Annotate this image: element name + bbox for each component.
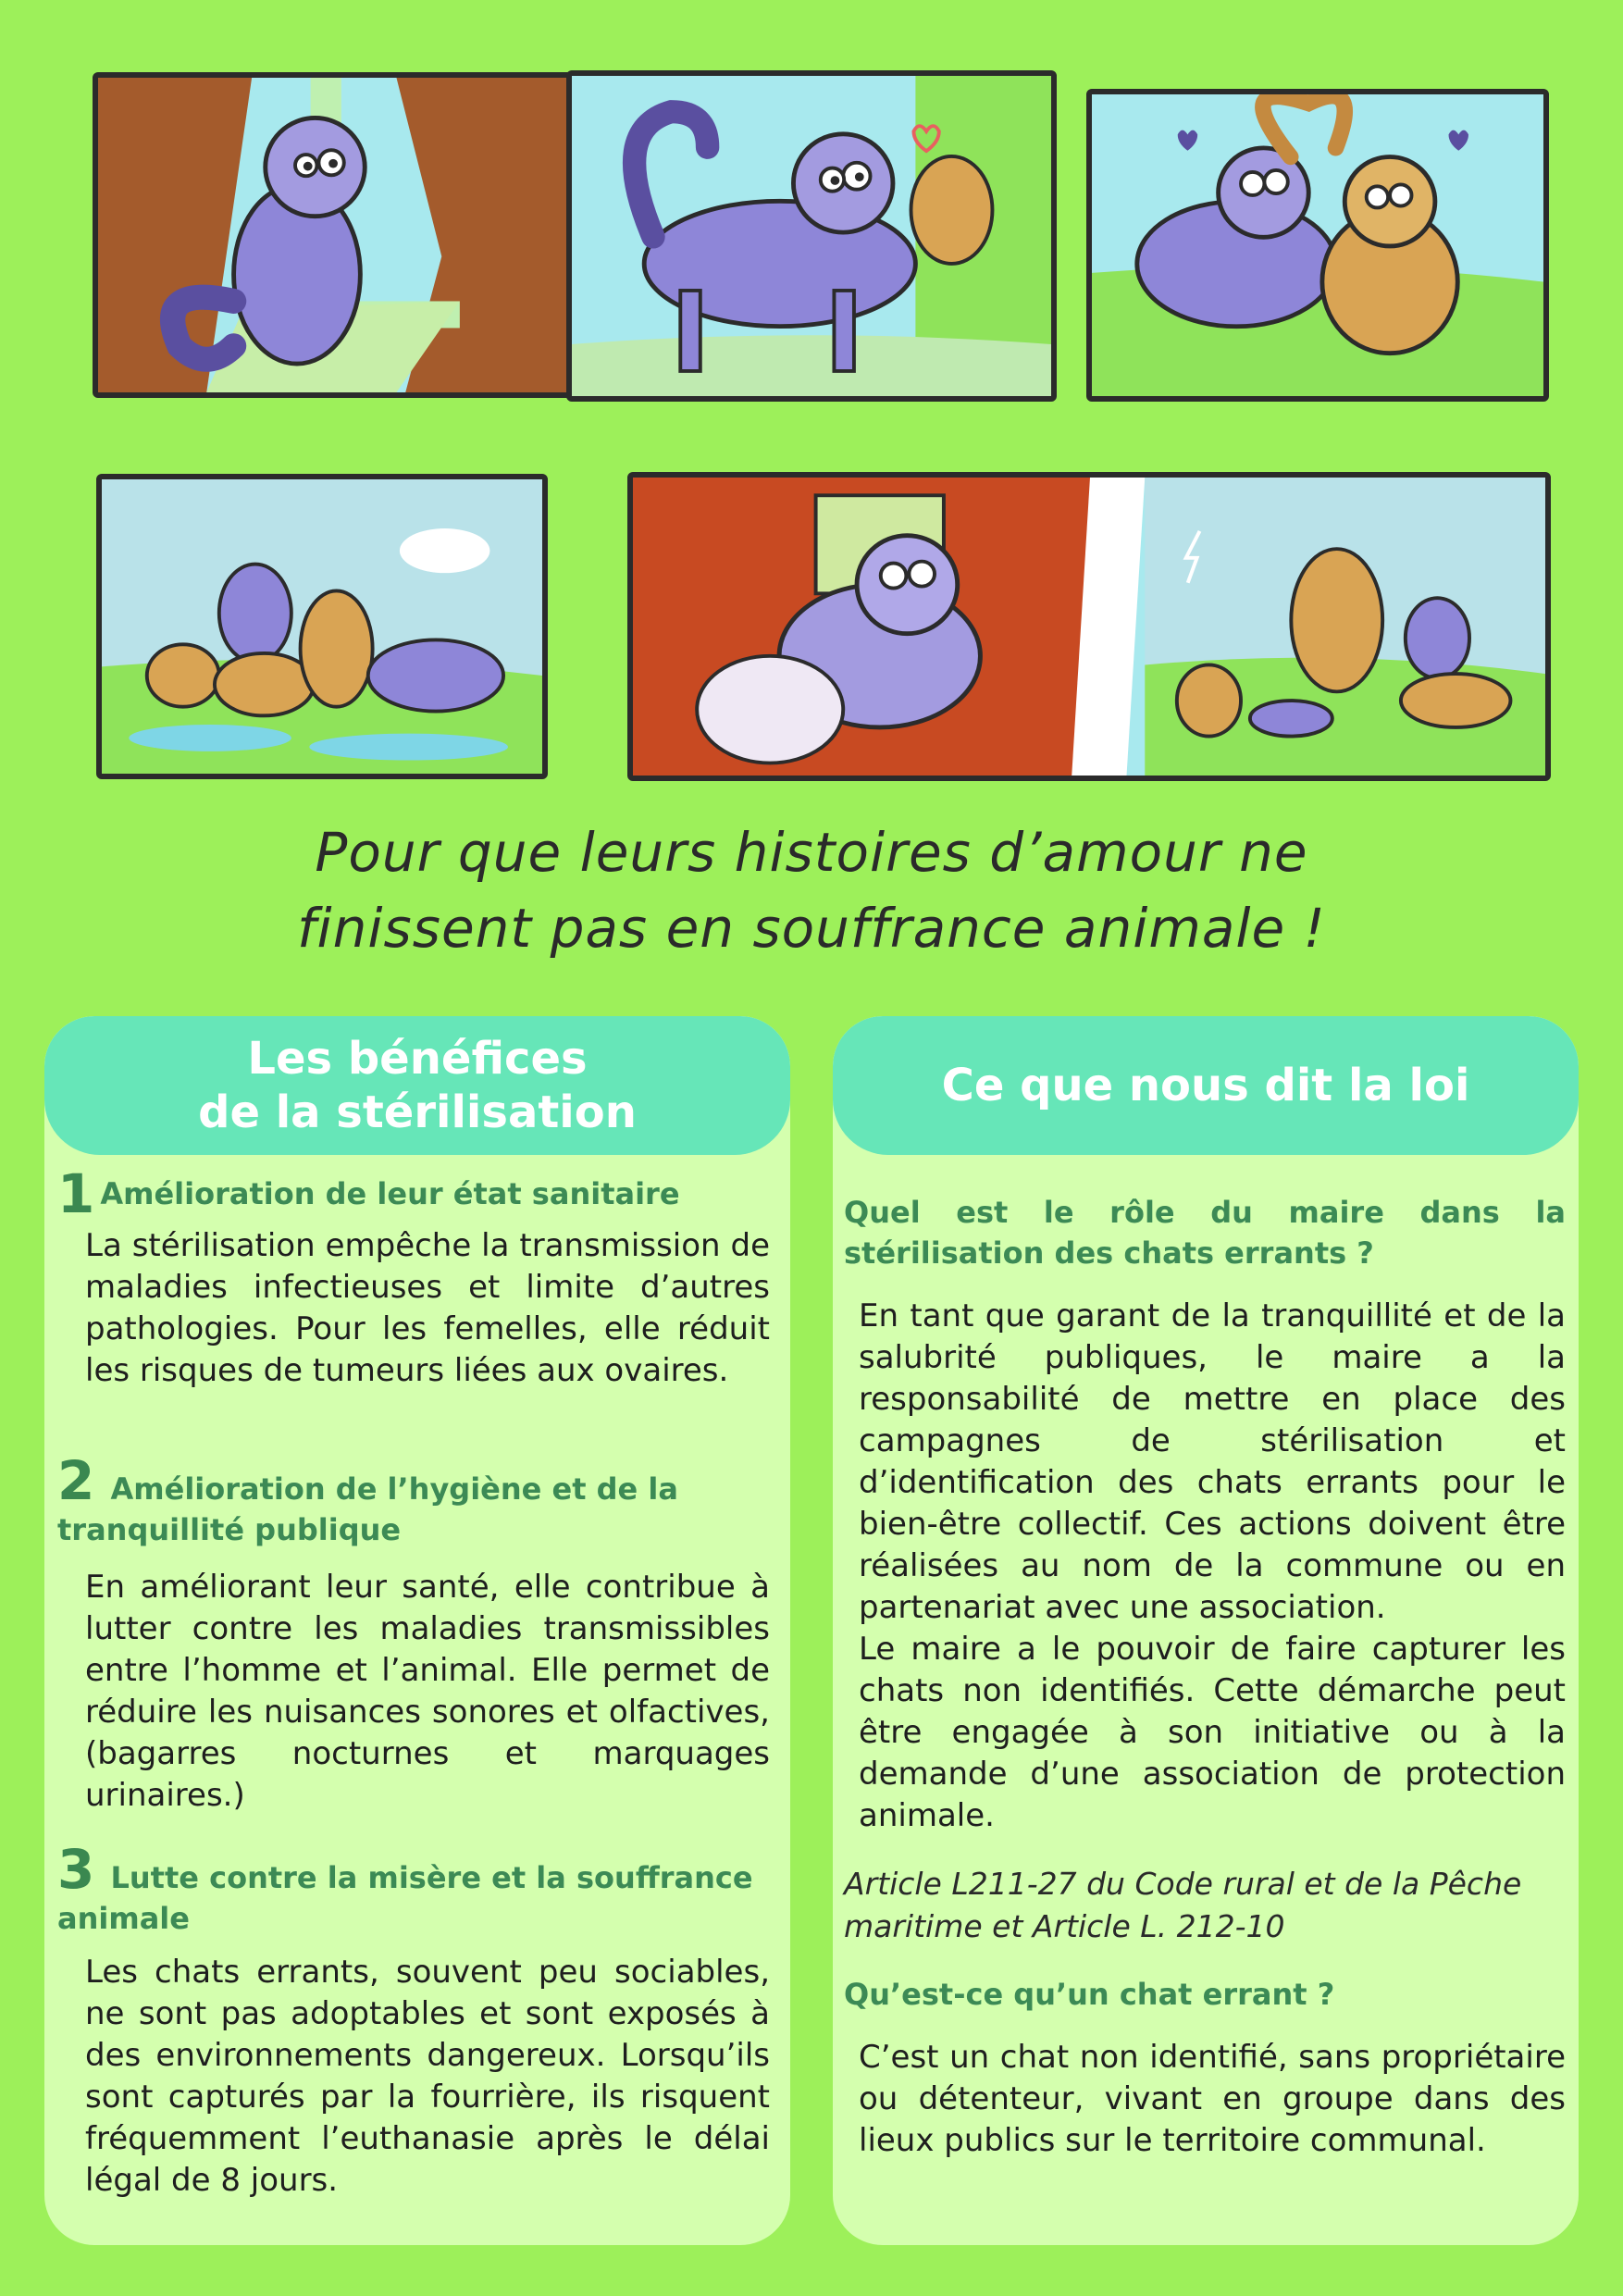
benefit-number-2: 2 (57, 1449, 95, 1512)
benefit-title-3: Lutte contre la misère et la souffrance animale (57, 1860, 753, 1936)
mayor-role-answer-2: Le maire a le pouvoir de faire capturer les chats non identifiés. Cette démarche peut être engagée à son initiative ou à la demande d’une association de protection animale. (859, 1631, 1566, 1834)
benefits-header (44, 1016, 790, 1155)
benefit-text-2: En améliorant leur santé, elle contribue à lutter contre les maladies transmissibles entre l’homme et l’animal. Elle permet de réduire les nuisances sonores et olfactives, (bagarres nocturnes et marquages urinaires.) (85, 1569, 770, 1814)
mayor-role-answer-1: En tant que garant de la tranquillité et de la salubrité publiques, le maire a la responsabilité de mettre en place des campagnes de stérilisation et d’identification des chats errants pour le bien-être collectif. Ces actions doivent être réalisées au nom de la commune ou en partenariat avec une association. (859, 1297, 1566, 1626)
comic-panel-3 (1086, 89, 1549, 402)
benefit-title-1: Amélioration de leur état sanitaire (100, 1176, 680, 1211)
stray-cat-question: Qu’est-ce qu’un chat errant ? (844, 1977, 1335, 2012)
comic-panel-1 (93, 72, 578, 398)
benefit-section-3 (57, 1838, 779, 2202)
mayor-role-question: Quel est le rôle du maire dans la stérilisation des chats errants ? (844, 1195, 1566, 1271)
headline-line-1: Pour que leurs histoires d’amour ne (315, 821, 1308, 884)
benefits-column (44, 1016, 790, 2245)
benefit-section-1 (57, 1162, 779, 1392)
law-content (844, 1192, 1566, 2162)
comic-panel-4 (96, 474, 548, 779)
law-header (833, 1016, 1579, 1155)
benefit-title-2: Amélioration de l’hygiène et de la tranquillité publique (57, 1471, 678, 1547)
benefits-title-line-1: Les bénéfices (247, 1033, 588, 1085)
comic-panel-2 (566, 70, 1057, 402)
law-column (833, 1016, 1579, 2245)
law-title: Ce que nous dit la loi (941, 1060, 1470, 1111)
stray-cat-answer: C’est un chat non identifié, sans propriétaire ou détenteur, vivant en groupe dans des lieux publics sur le territoire communal. (859, 2039, 1566, 2159)
headline-line-2: finissent pas en souffrance animale ! (297, 897, 1326, 960)
law-citation: Article L211-27 du Code rural et de la Pêche maritime et Article L. 212-10 (844, 1866, 1522, 1944)
benefit-text-1: La stérilisation empêche la transmission de maladies infectieuses et limite d’autres pathologies. Pour les femelles, elle réduit les risques de tumeurs liées aux ovaires. (85, 1227, 770, 1389)
benefit-number-3: 3 (57, 1838, 95, 1901)
comic-panel-5 (627, 472, 1551, 781)
benefit-section-2 (57, 1449, 779, 1817)
benefit-number-1: 1 (57, 1162, 95, 1225)
benefit-text-3: Les chats errants, souvent peu sociables, ne sont pas adoptables et sont exposés à des environnements dangereux. Lorsqu’ils sont capturés par la fourrière, ils risquent fréquemment l’euthanasie après le délai légal de 8 jours. (85, 1954, 770, 2199)
headline (93, 814, 1530, 966)
benefits-title-line-2: de la stérilisation (198, 1086, 637, 1138)
